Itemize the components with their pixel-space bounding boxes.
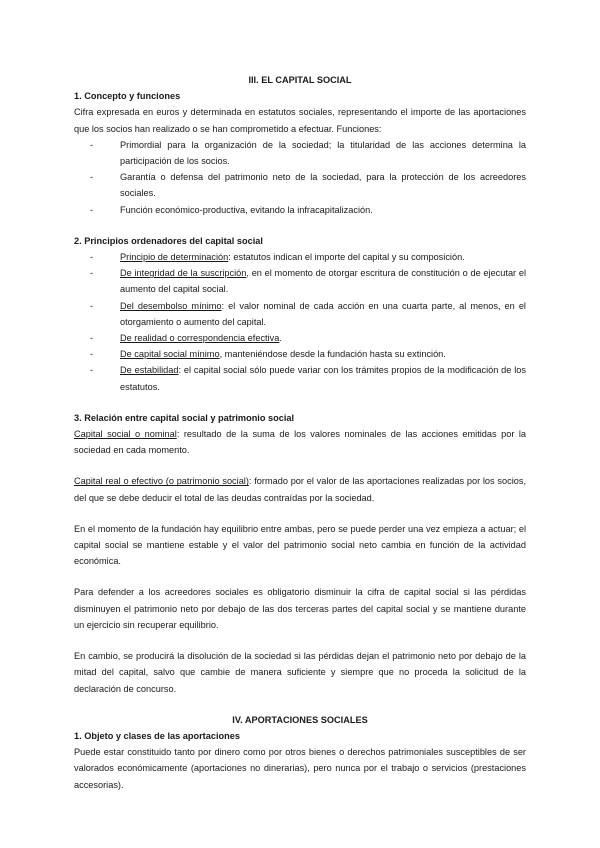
paragraph-concepto: Cifra expresada en euros y determinada en estatutos sociales, representando el importe de las aportaciones que los socios han realizado o se han comprometido a efectuar. Funciones: — [74, 107, 526, 134]
list-item — [90, 137, 526, 169]
principle-text: , en el momento de otorgar escritura de constitución o de ejecutar el aumento del capital social. — [120, 268, 527, 295]
paragraph-capital-nominal — [74, 426, 526, 458]
principle-term: De integridad de la suscripción — [120, 268, 247, 279]
principle-text: , manteniéndose desde la fundación hasta su extinción. — [219, 349, 446, 360]
paragraph-defensa-acreedores: Para defender a los acreedores sociales es obligatorio disminuir la cifra de capital social si las pérdidas disminuyen el patrimonio neto por debajo de las dos terceras partes del capital social y se mantiene durante un ejercicio sin recuperar equilibrio. — [74, 587, 526, 630]
heading-relacion: 3. Relación entre capital social y patrimonio social — [74, 412, 295, 423]
principle-term: Principio de determinación — [120, 252, 229, 263]
list-item — [90, 330, 526, 346]
list-item — [90, 169, 526, 201]
principle-text: . — [279, 333, 282, 344]
list-funciones — [74, 137, 526, 218]
list-item — [90, 298, 526, 330]
term-capital-nominal: Capital social o nominal — [74, 429, 177, 440]
list-item — [90, 249, 526, 265]
paragraph-disolucion: En cambio, se producirá la disolución de la sociedad si las pérdidas dejan el patrimonio neto por debajo de la mitad del capital, salvo que cambie de manera suficiente y siempre que no proceda la solicitud de la declaración de concurso. — [74, 651, 526, 694]
principle-term: De realidad o correspondencia efectiva — [120, 333, 280, 344]
bullet-dash: - — [90, 139, 94, 150]
paragraph-objeto: Puede estar constituido tanto por dinero como por otros bienes o derechos patrimoniales susceptibles de ser valorados económicamente (aportaciones no dinerarias), pero nunca por el trabajo o servicios (prestaciones accesorias). — [74, 747, 526, 790]
paragraph-equilibrio: En el momento de la fundación hay equilibrio entre ambas, pero se puede perder una vez empieza a actuar; el capital social se mantiene estable y el valor del patrimonio social neto cambia en función de la actividad económica. — [74, 523, 526, 567]
principle-term: De estabilidad — [120, 365, 179, 376]
list-item — [90, 346, 526, 362]
paragraph-capital-real — [74, 473, 526, 505]
bullet-dash: - — [90, 268, 94, 279]
bullet-dash: - — [90, 333, 94, 344]
principle-text: : el capital social sólo puede variar con los trámites propios de la modificación de los estatutos. — [120, 365, 526, 392]
section-title-capital-social: III. EL CAPITAL SOCIAL — [248, 75, 352, 85]
heading-concepto-funciones: 1. Concepto y funciones — [74, 91, 181, 102]
term-capital-real: Capital real o efectivo (o patrimonio social) — [74, 476, 249, 487]
bullet-dash: - — [90, 365, 94, 376]
list-item — [90, 265, 526, 297]
bullet-dash: - — [90, 300, 94, 311]
bullet-dash: - — [90, 172, 94, 183]
bullet-dash: - — [90, 204, 94, 215]
principle-term: De capital social mínimo — [120, 349, 220, 360]
heading-principios: 2. Principios ordenadores del capital social — [74, 235, 263, 246]
list-item — [90, 202, 526, 218]
principle-term: Del desembolso mínimo — [120, 300, 222, 311]
principle-text: : estatutos indican el importe del capital y su composición. — [228, 252, 465, 263]
list-item-text: Primordial para la organización de la sociedad; la titularidad de las acciones determina la participación de los socios. — [120, 139, 526, 167]
paragraph-text: : formado por el valor de las aportaciones realizadas por los socios, del que se debe deducir el total de las deudas contraídas por la sociedad. — [74, 476, 526, 503]
list-principios — [74, 249, 526, 395]
document-page — [74, 72, 526, 793]
section-title-aportaciones: IV. APORTACIONES SOCIALES — [232, 714, 368, 725]
list-item-text: Garantía o defensa del patrimonio neto de la sociedad, para la protección de los acreedores sociales. — [120, 172, 526, 199]
principle-text: : el valor nominal de cada acción en una cuarta parte, al menos, en el otorgamiento o aumento del capital. — [120, 300, 526, 327]
paragraph-text: : resultado de la suma de los valores nominales de las acciones emitidas por la sociedad en cada momento. — [74, 429, 527, 456]
list-item — [90, 362, 526, 394]
heading-objeto-clases: 1. Objeto y clases de las aportaciones — [74, 730, 240, 741]
bullet-dash: - — [90, 349, 94, 360]
list-item-text: Función económico-productiva, evitando la infracapitalización. — [120, 204, 373, 215]
bullet-dash: - — [90, 252, 94, 263]
